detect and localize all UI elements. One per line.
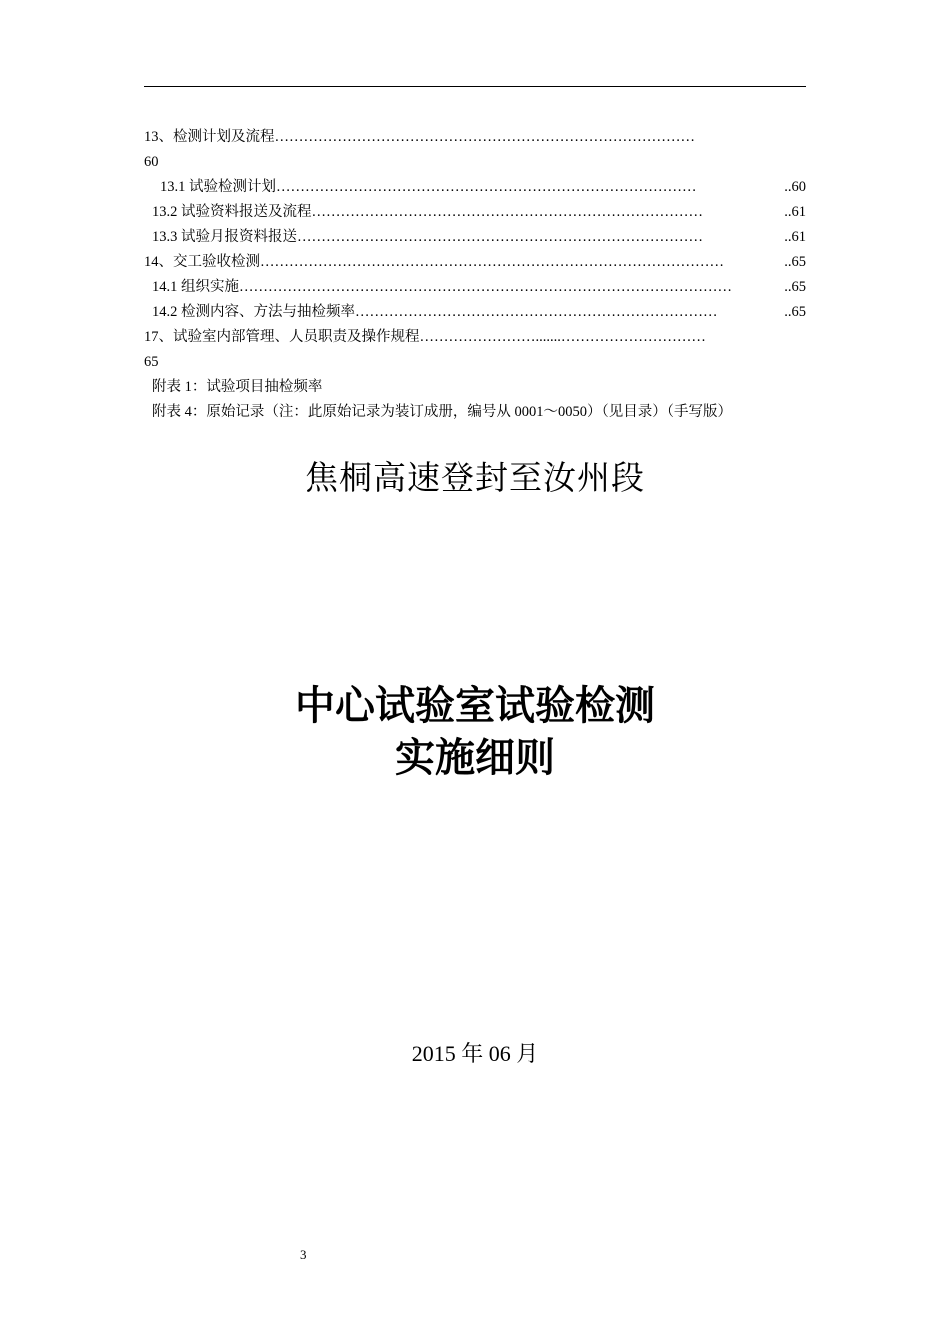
document-date: 2015 年 06 月 <box>411 1041 539 1066</box>
toc-leader-dots: …………………………………………………………………………… <box>276 179 697 195</box>
toc-leader-dots: …………………….......………………………… <box>419 329 706 345</box>
toc-item-13-1-text: 13.1 试验检测计划 <box>160 179 276 195</box>
toc-item-13-1[interactable] <box>144 175 806 200</box>
toc-leader-dots: ………………………………………………………………………… <box>297 229 703 245</box>
toc-leader-dots: …………………………………………………………………………… <box>274 129 695 145</box>
toc-appendix-4[interactable]: 附表 4：原始记录（注：此原始记录为装订成册，编号从 0001～0050）（见目录）（手写版） <box>152 404 732 420</box>
header-rule <box>144 86 806 87</box>
toc-item-17-page: 65 <box>144 354 159 370</box>
toc-item-13[interactable] <box>144 125 806 150</box>
toc-item-14[interactable] <box>144 250 806 275</box>
toc-item-14-1-page: ..65 <box>784 279 806 295</box>
document-title-line-2: 实施细则 <box>395 735 555 781</box>
toc-item-13-3-text: 13.3 试验月报资料报送 <box>152 229 297 245</box>
toc-item-14-1-text: 14.1 组织实施 <box>152 279 239 295</box>
toc-item-17[interactable] <box>144 325 806 350</box>
toc-item-14-text: 14、交工验收检测 <box>144 254 260 270</box>
document-title <box>0 680 950 784</box>
toc-item-14-2-text: 14.2 检测内容、方法与抽检频率 <box>152 304 355 320</box>
toc-item-13-1-page: ..60 <box>784 179 806 195</box>
toc-item-14-page: ..65 <box>784 254 806 270</box>
toc-item-13-2[interactable] <box>144 200 806 225</box>
toc-item-13-page: 60 <box>144 154 159 170</box>
toc-item-13-2-page: ..61 <box>784 204 806 220</box>
toc-leader-dots: …………………………………………………………………………………… <box>260 254 724 270</box>
toc-leader-dots: ………………………………………………………………………………………… <box>239 279 732 295</box>
toc-leader-dots: ………………………………………………………………… <box>355 304 718 320</box>
toc-item-14-2-page: ..65 <box>784 304 806 320</box>
toc-item-13-3-page: ..61 <box>784 229 806 245</box>
toc-item-13-3[interactable] <box>144 225 806 250</box>
project-name: 焦桐高速登封至汝州段 <box>305 461 645 497</box>
page-number: 3 <box>300 1247 307 1262</box>
toc-item-13-2-text: 13.2 试验资料报送及流程 <box>152 204 312 220</box>
toc-item-13-text: 13、检测计划及流程 <box>144 129 275 145</box>
toc-appendix-1[interactable]: 附表 1：试验项目抽检频率 <box>152 379 323 395</box>
document-title-line-1: 中心试验室试验检测 <box>295 683 655 729</box>
toc-item-17-text: 17、试验室内部管理、人员职责及操作规程 <box>144 329 420 345</box>
table-of-contents <box>144 125 806 425</box>
toc-item-14-1[interactable] <box>144 275 806 300</box>
toc-item-14-2[interactable] <box>144 300 806 325</box>
toc-leader-dots: ……………………………………………………………………… <box>311 204 703 220</box>
